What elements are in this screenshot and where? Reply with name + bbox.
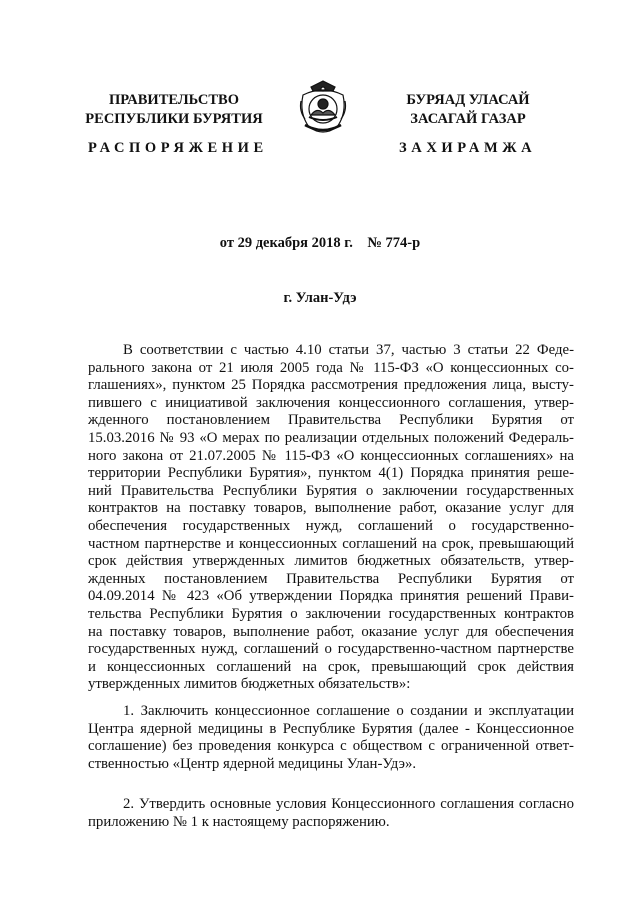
text-line: тельства Республики Бурятия о заключении государственных контрактов [88, 605, 574, 622]
government-name-line-2: РЕСПУБЛИКИ БУРЯТИЯ [85, 111, 263, 127]
document-kind-buryat: ЗАХИРАМЖА [399, 140, 537, 156]
text-line: 15.03.2016 № 93 «О мерах по реализации отдельных положений Федераль- [88, 429, 574, 446]
text-line: Центра ядерной медицины в Республике Бурятия (далее - Концессионное [88, 720, 574, 737]
text-line: жденного постановлением Правительства Республики Бурятия от [88, 412, 574, 429]
text-line: глашениях», пунктом 25 Порядка рассмотрения предложения лица, высту- [88, 377, 574, 394]
text-line: ний Правительства Республики Бурятия о заключении государственных [88, 482, 574, 499]
text-line: срок действия утвержденных лимитов бюджетных обязательств, утвер- [88, 553, 574, 570]
text-line: контрактов на поставку товаров, выполнение работ, оказание услуг для [88, 500, 574, 517]
text-line: частном партнерстве и концессионных соглашений на срок, превышающий [88, 535, 574, 552]
text-line: соглашение) без проведения конкурса с обществом с ограниченной ответ- [88, 738, 574, 755]
government-name-buryat-line-1: БУРЯАД УЛАСАЙ [406, 92, 530, 108]
government-name-russian [76, 91, 272, 129]
text-line: пившего с инициативой заключения концессионного соглашения, утвер- [88, 394, 574, 411]
text-line: и концессионных соглашений на срок, превышающий срок действия [88, 658, 574, 675]
text-line: жденных постановлением Правительства Республики Бурятия от [88, 570, 574, 587]
preamble-paragraph [88, 342, 574, 694]
item-2-paragraph [88, 796, 574, 831]
text-line: обеспечения государственных нужд, соглашений о государственно- [88, 517, 574, 534]
text-line: государственных нужд, соглашений о государственно-частном партнерстве [88, 641, 574, 658]
text-line: ного закона от 21.07.2005 № 115-ФЗ «О концессионных соглашениях» на [88, 447, 574, 464]
coat-of-arms-emblem [297, 77, 349, 139]
text-line: В соответствии с частью 4.10 статьи 37, частью 3 статьи 22 Феде- [123, 342, 574, 358]
text-line: 04.09.2014 № 423 «Об утверждении Порядка принятия решений Прави- [88, 588, 574, 605]
text-line: на поставку товаров, выполнение работ, оказание услуг для обеспечения [88, 623, 574, 640]
document-date-number: от 29 декабря 2018 г. № 774-р [219, 235, 421, 251]
item-1-paragraph [88, 703, 574, 773]
text-line: 2. Утвердить основные условия Концессионного соглашения согласно [123, 796, 574, 812]
document-kind-russian: РАСПОРЯЖЕНИЕ [88, 140, 268, 156]
text-line: 1. Заключить концессионное соглашение о создании и эксплуатации [123, 703, 574, 719]
text-line: утвержденных лимитов бюджетных обязательств»: [88, 676, 411, 693]
text-line: территории Республики Бурятия», пунктом 4(1) Порядка принятия реше- [88, 465, 574, 482]
text-line: рального закона от 21 июля 2005 года № 115-ФЗ «О концессионных со- [88, 359, 574, 376]
document-city: г. Улан-Удэ [283, 290, 357, 306]
government-name-buryat-line-2: ЗАСАГАЙ ГАЗАР [410, 111, 526, 127]
text-line: ственностью «Центр ядерной медицины Улан-Удэ». [88, 755, 417, 772]
government-name-buryat [370, 91, 566, 129]
government-name-line-1: ПРАВИТЕЛЬСТВО [109, 92, 239, 108]
text-line: приложению № 1 к настоящему распоряжению. [88, 813, 390, 830]
